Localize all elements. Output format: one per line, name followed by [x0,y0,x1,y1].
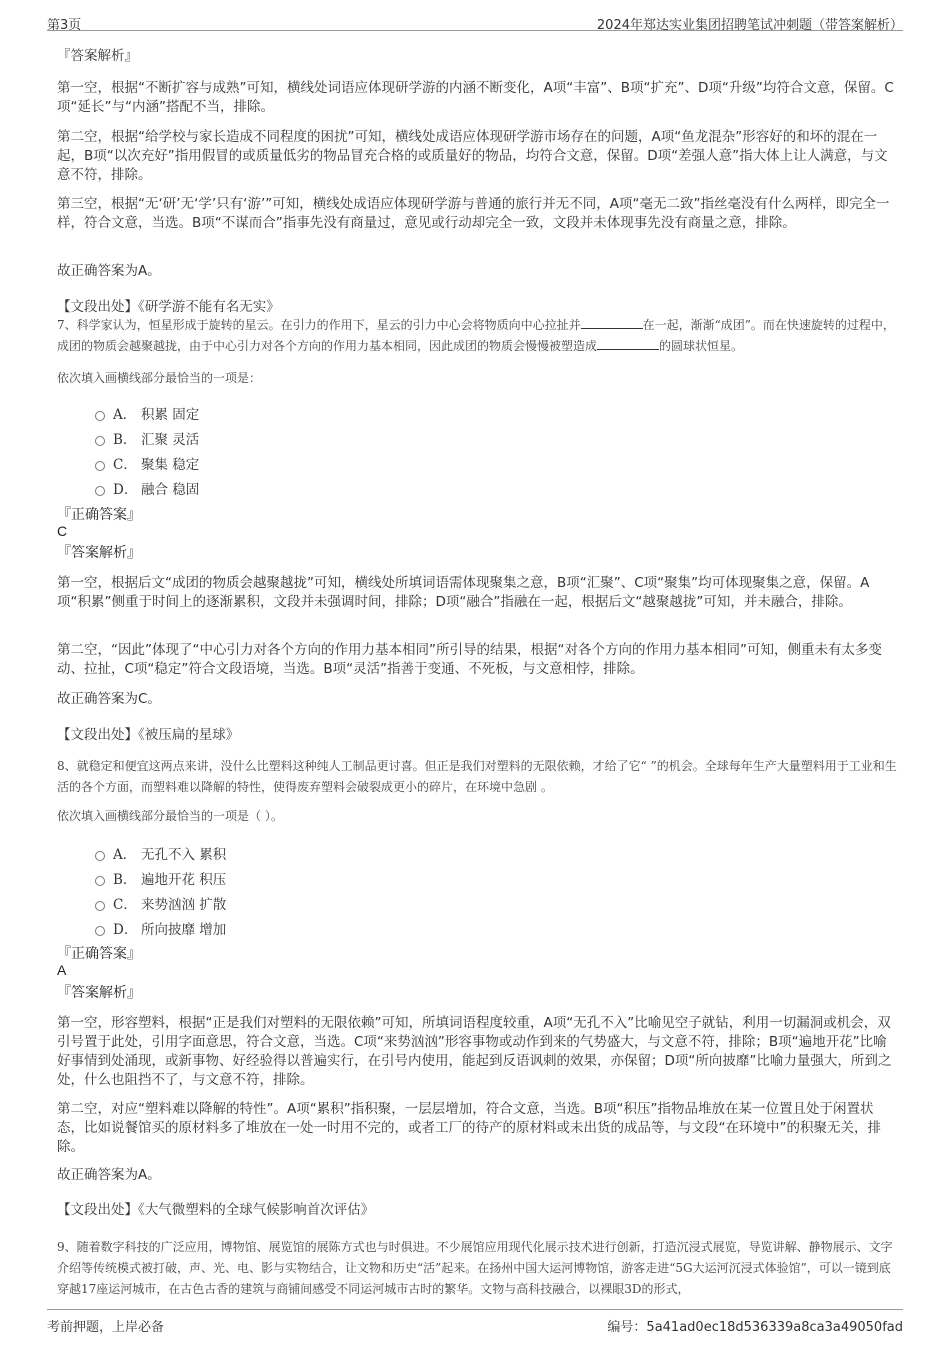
q6-source: 【文段出处】《研学游不能有名无实》 [57,299,280,315]
q7-stem-part-a: 7、科学家认为，恒星形成于旋转的星云。在引力的作用下，星云的引力中心会将物质向中心拉扯并 [57,318,581,332]
q6-conclusion: 故正确答案为A。 [57,263,161,279]
q7-analysis-label: 『答案解析』 [57,544,141,560]
page-footer [47,1309,903,1338]
radio-icon[interactable] [95,926,105,936]
document-id: 编号：5a41ad0ec18d536339a8ca3a49050fad [607,1320,903,1335]
q7-option-b[interactable]: B． 汇聚 灵活 [95,428,199,448]
radio-icon[interactable] [95,436,105,446]
radio-icon[interactable] [95,461,105,471]
q7-stem [57,315,897,357]
q8-option-d[interactable]: D． 所向披靡 增加 [95,918,226,938]
q8-option-a[interactable]: A． 无孔不入 累积 [95,843,226,863]
q7-stem-part-c: 的圆球状恒星。 [659,339,744,353]
q7-source: 【文段出处】《被压扁的星球》 [57,727,240,743]
q7-answer: C [57,523,68,539]
q7-prompt: 依次填入画横线部分最恰当的一项是： [57,371,262,385]
q8-analysis-p1: 第一空，形容塑料，根据“正是我们对塑料的无限依赖”可知，所填词语程度较重，A项“无孔不入”比喻见空子就钻，利用一切漏洞或机会，双引号置于此处，引用字面意思，符合文意，当选。C项“来势汹汹”形容事物或动作到来的气势盛大，与文意不符，排除；B项“遍地开花”比喻好事情到处涌现，或新事物、好经验得以普遍实行，在引号内使用，能起到反语讽刺的效果，亦保留；D项“所向披靡”比喻力量强大，所到之处，什么也阻挡不了，与文意不符，排除。 [57,1015,892,1088]
radio-icon[interactable] [95,901,105,911]
q8-analysis-label: 『答案解析』 [57,984,141,1000]
radio-icon[interactable] [95,411,105,421]
radio-icon[interactable] [95,876,105,886]
q8-option-c[interactable]: C． 来势汹汹 扩散 [95,893,226,913]
q7-conclusion: 故正确答案为C。 [57,691,161,707]
page-header [47,8,903,31]
q8-stem: 8、就稳定和便宜这两点来讲，没什么比塑料这种纯人工制品更讨喜。但正是我们对塑料的无限依赖，才给了它“ ”的机会。全球每年生产大量塑料用于工业和生活的各个方面，而塑料难以降解的特性，使得废弃塑料会破裂成更小的碎片，在环境中急剧 。 [57,759,897,794]
q8-prompt: 依次填入画横线部分最恰当的一项是（ ）。 [57,809,283,823]
q7-stem-part-b: 在一起，渐渐“成团”。而在快速旋转的过程中，成团的物质会越聚越拢，由于中心引力对各个方向的作用力基本相同，因此成团的物质会慢慢被塑造成 [57,318,895,353]
page-number: 第3页 [47,18,82,33]
q7-blank-1 [581,317,643,329]
document-title: 2024年郑达实业集团招聘笔试冲刺题（带答案解析） [596,18,903,33]
footer-slogan: 考前押题，上岸必备 [47,1320,165,1335]
q7-option-a[interactable]: A． 积累 固定 [95,403,199,423]
q6-analysis-p2: 第二空，根据“给学校与家长造成不同程度的困扰”可知，横线处成语应体现研学游市场存在的问题，A项“鱼龙混杂”形容好的和坏的混在一起，B项“以次充好”指用假冒的或质量低劣的物品冒充合格的或质量好的物品，均符合文意，保留。D项“差强人意”指大体上让人满意，与文意不符，排除。 [57,129,888,183]
q8-option-b[interactable]: B． 遍地开花 积压 [95,868,226,888]
q6-analysis-p1: 第一空，根据“不断扩容与成熟”可知，横线处词语应体现研学游的内涵不断变化，A项“丰富”、B项“扩充”、D项“升级”均符合文意，保留。C项“延长”与“内涵”搭配不当，排除。 [57,80,894,115]
q8-conclusion: 故正确答案为A。 [57,1167,161,1183]
q8-analysis-p2: 第二空，对应“塑料难以降解的特性”。A项“累积”指积聚，一层层增加，符合文意，当选。B项“积压”指物品堆放在某一位置且处于闲置状态，比如说餐馆买的原材料多了堆放在一处一时用不完的，或者工厂的待产的原材料或未出货的成品等，与文段“在环境中”的积聚无关，排除。 [57,1101,881,1155]
q8-answer: A [57,962,67,978]
q7-answer-label: 『正确答案』 [57,506,141,522]
q7-analysis-p1: 第一空，根据后文“成团的物质会越聚越拢”可知，横线处所填词语需体现聚集之意，B项“汇聚”、C项“聚集”均可体现聚集之意，保留。A项“积累”侧重于时间上的逐渐累积，文段并未强调时间，排除；D项“融合”指融在一起，根据后文“越聚越拢”可知，并未融合，排除。 [57,575,870,610]
q9-stem: 9、随着数字科技的广泛应用，博物馆、展览馆的展陈方式也与时俱进。不少展馆应用现代化展示技术进行创新，打造沉浸式展览，导览讲解、静物展示、文字介绍等传统模式被打破，声、光、电、影与实物结合，让文物和历史“活”起来。在扬州中国大运河博物馆，游客走进“5G大运河沉浸式体验馆”，可以一镜到底穿越17座运河城市，在古色古香的建筑与商铺间感受不同运河城市古时的繁华。文物与高科技融合，以裸眼3D的形式， [57,1240,893,1296]
radio-icon[interactable] [95,851,105,861]
q6-analysis-label: 『答案解析』 [57,48,138,64]
q7-option-d[interactable]: D． 融合 稳固 [95,478,199,498]
q7-option-c[interactable]: C． 聚集 稳定 [95,453,199,473]
q8-source: 【文段出处】《大气微塑料的全球气候影响首次评估》 [57,1202,375,1218]
q8-answer-label: 『正确答案』 [57,945,141,961]
q7-analysis-p2: 第二空，“因此”体现了“中心引力对各个方向的作用力基本相同”所引导的结果，根据“对各个方向的作用力基本相同”可知，侧重未有太多变动、拉扯，C项“稳定”符合文段语境，当选。B项“灵活”指善于变通、不死板，与文意相悖，排除。 [57,642,882,677]
q7-blank-2 [597,338,659,350]
q6-analysis-p3: 第三空，根据“无‘研’无‘学’只有‘游’”可知，横线处成语应体现研学游与普通的旅行并无不同，A项“毫无二致”指丝毫没有什么两样，即完全一样，符合文意，当选。B项“不谋而合”指事先没有商量过，意见或行动却完全一致，文段并未体现事先没有商量之意，排除。 [57,196,890,231]
radio-icon[interactable] [95,486,105,496]
